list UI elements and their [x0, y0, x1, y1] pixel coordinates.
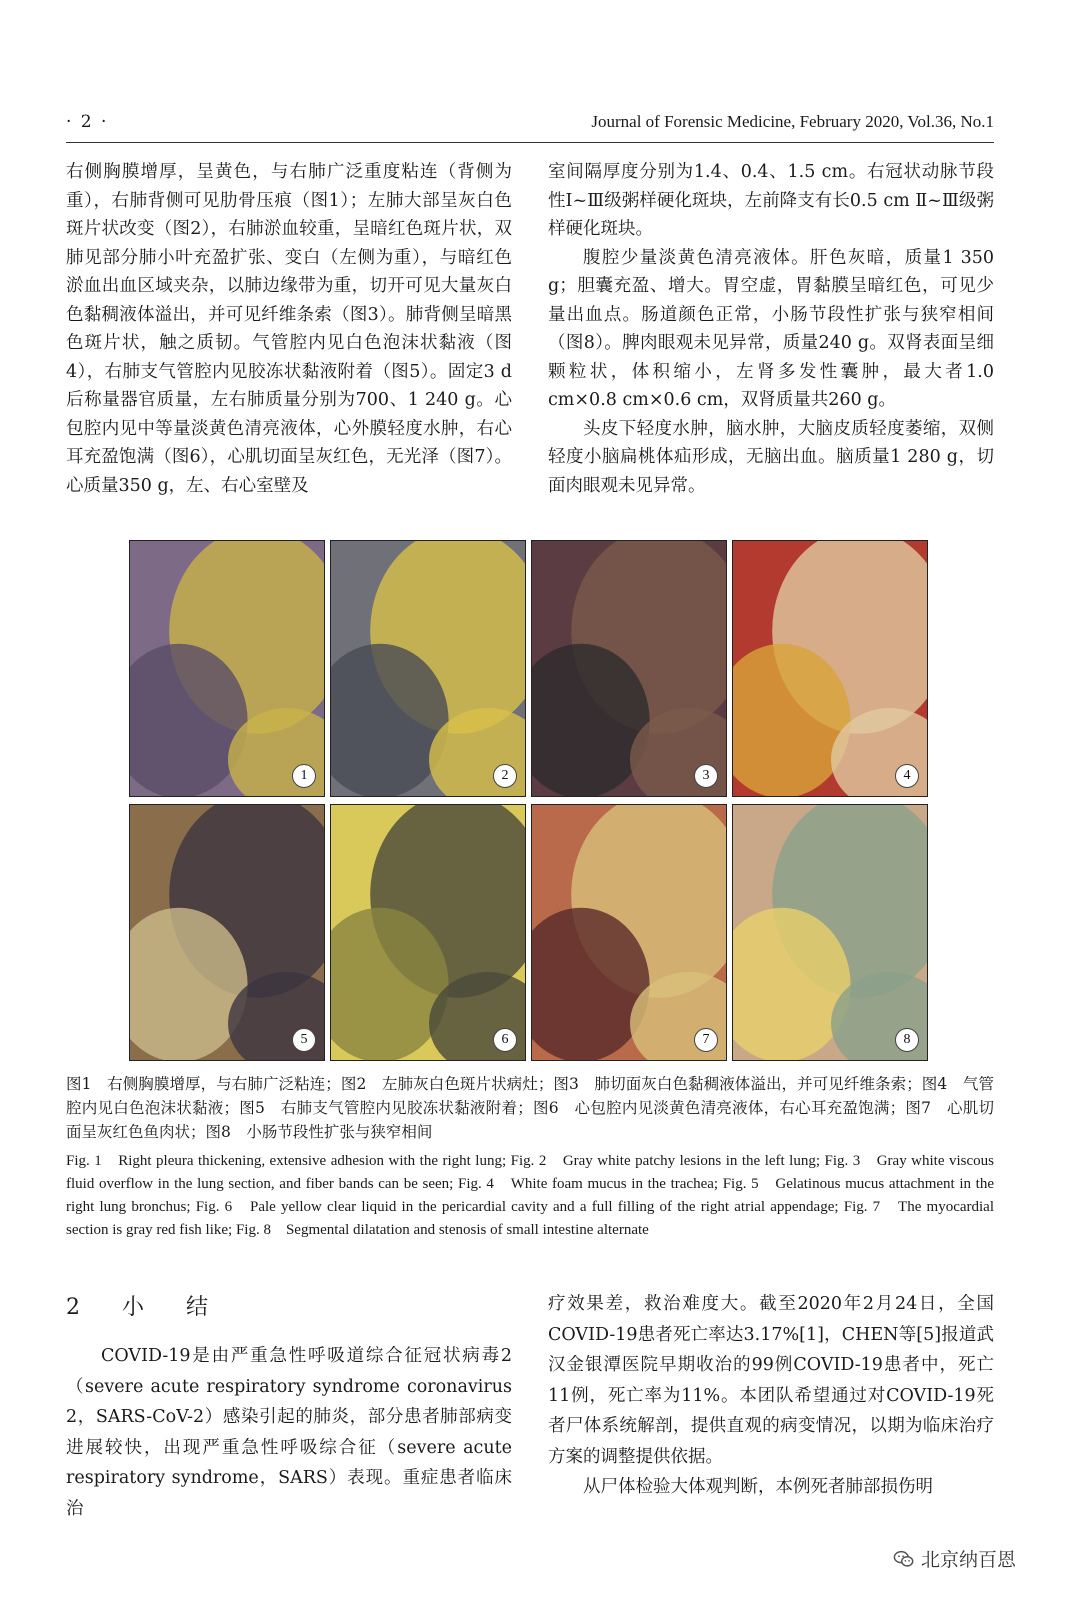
- figure-panel-3: [531, 540, 727, 797]
- page-number: · 2 ·: [66, 112, 109, 132]
- figure-photo-7: [532, 805, 727, 1061]
- figure-panel-5: [129, 804, 325, 1061]
- figure-grid: [129, 540, 929, 1066]
- figure-photo-4: [733, 541, 928, 797]
- figure-number-badge: 6: [493, 1028, 517, 1052]
- figure-panel-1: [129, 540, 325, 797]
- watermark-text: 北京纳百恩: [920, 1549, 1016, 1571]
- figure-panel-4: [732, 540, 928, 797]
- figure-number-badge: 7: [694, 1028, 718, 1052]
- figure-number-badge: 8: [895, 1028, 919, 1052]
- figure-number-badge: 1: [292, 764, 316, 788]
- figure-panel-2: [330, 540, 526, 797]
- journal-title: Journal of Forensic Medicine, February 2020, Vol.36, No.1: [591, 112, 994, 131]
- body-paragraph: 从尸体检验大体观判断，本例死者肺部损伤明: [583, 1477, 933, 1497]
- body-paragraph: COVID-19是由严重急性呼吸道综合征冠状病毒2（severe acute respiratory syndrome coronavirus 2，SARS-CoV-2）感染引起的肺炎，部分患者肺部病变进展较快，出现严重急性呼吸综合征（severe acute respiratory syndrome，SARS）表现。重症患者临床治: [66, 1346, 512, 1519]
- figure-caption-cn: 图1 右侧胸膜增厚，与右肺广泛粘连；图2 左肺灰白色斑片状病灶；图3 肺切面灰白色黏稠液体溢出，并可见纤维条索；图4 气管腔内见白色泡沫状黏液；图5 右肺支气管腔内见胶冻状黏液附着；图6 心包腔内见淡黄色清亮液体，右心耳充盈饱满；图7 心肌切面呈灰红色鱼肉状；图8 小肠节段性扩张与狭窄相间: [66, 1075, 994, 1141]
- page-header: [66, 112, 994, 142]
- body-paragraph: 室间隔厚度分别为1.4、0.4、1.5 cm。右冠状动脉节段性Ⅰ~Ⅲ级粥样硬化斑块，左前降支有长0.5 cm Ⅱ~Ⅲ级粥样硬化斑块。: [548, 162, 994, 239]
- figure-photo-8: [733, 805, 928, 1061]
- figure-photo-2: [331, 541, 526, 797]
- figure-number-badge: 3: [694, 764, 718, 788]
- figure-number-badge: 2: [493, 764, 517, 788]
- figure-photo-1: [130, 541, 325, 797]
- figure-panel-7: [531, 804, 727, 1061]
- body-paragraph: 疗效果差，救治难度大。截至2020年2月24日，全国COVID-19患者死亡率达3.17%[1]，CHEN等[5]报道武汉金银潭医院早期收治的99例COVID-19患者中，死亡11例，死亡率为11%。本团队希望通过对COVID-19死者尸体系统解剖，提供直观的病变情况，以期为临床治疗方案的调整提供依据。: [548, 1294, 994, 1467]
- watermark: [893, 1545, 1016, 1572]
- figure-photo-3: [532, 541, 727, 797]
- figure-panel-8: [732, 804, 928, 1061]
- right-column-bottom: [548, 1289, 994, 1503]
- right-column-top: [548, 158, 994, 500]
- left-column-top: [66, 158, 512, 500]
- header-rule: [66, 142, 994, 143]
- body-paragraph: 头皮下轻度水肿，脑水肿，大脑皮质轻度萎缩，双侧轻度小脑扁桃体疝形成，无脑出血。脑质量1 280 g，切面肉眼观未见异常。: [548, 418, 994, 496]
- figure-panel-6: [330, 804, 526, 1061]
- figure-number-badge: 4: [895, 764, 919, 788]
- body-paragraph: 腹腔少量淡黄色清亮液体。肝色灰暗，质量1 350 g；胆囊充盈、增大。胃空虚，胃黏膜呈暗红色，可见少量出血点。肠道颜色正常，小肠节段性扩张与狭窄相间（图8）。脾肉眼观未见异常，质量240 g。双肾表面呈细颗粒状，体积缩小，左肾多发性囊肿，最大者1.0 cm×0.8 cm×0.6 cm，双肾质量共260 g。: [548, 247, 994, 410]
- section-heading: 2 小 结: [66, 1295, 218, 1320]
- wechat-icon: [893, 1548, 915, 1570]
- figure-photo-6: [331, 805, 526, 1061]
- figure-photo-5: [130, 805, 325, 1061]
- figure-caption-en: Fig. 1 Right pleura thickening, extensive adhesion with the right lung; Fig. 2 Gray white patchy lesions in the left lung; Fig. 3 Gray white viscous fluid overflow in the lung section, and fiber bands can be seen; Fig. 4 White foam mucus in the trachea; Fig. 5 Gelatinous mucus attachment in the right lung bronchus; Fig. 6 Pale yellow clear liquid in the pericardial cavity and a full filling of the right atrial appendage; Fig. 7 The myocardial section is gray red fish like; Fig. 8 Segmental dilatation and stenosis of small intestine alternate: [66, 1153, 994, 1238]
- left-column-bottom: [66, 1341, 512, 1524]
- figure-number-badge: 5: [292, 1028, 316, 1052]
- body-paragraph: 右侧胸膜增厚，呈黄色，与右肺广泛重度粘连（背侧为重），右肺背侧可见肋骨压痕（图1）；左肺大部呈灰白色斑片状改变（图2），右肺淤血较重，呈暗红色斑片状，双肺见部分肺小叶充盈扩张、变白（左侧为重），与暗红色淤血出血区域夹杂，以肺边缘带为重，切开可见大量灰白色黏稠液体溢出，并可见纤维条索（图3）。肺背侧呈暗黑色斑片状，触之质韧。气管腔内见白色泡沫状黏液（图4），右肺支气管腔内见胶冻状黏液附着（图5）。固定3 d后称量器官质量，左右肺质量分别为700、1 240 g。心包腔内见中等量淡黄色清亮液体，心外膜轻度水肿，右心耳充盈饱满（图6），心肌切面呈灰红色，无光泽（图7）。心质量350 g，左、右心室壁及: [66, 162, 512, 496]
